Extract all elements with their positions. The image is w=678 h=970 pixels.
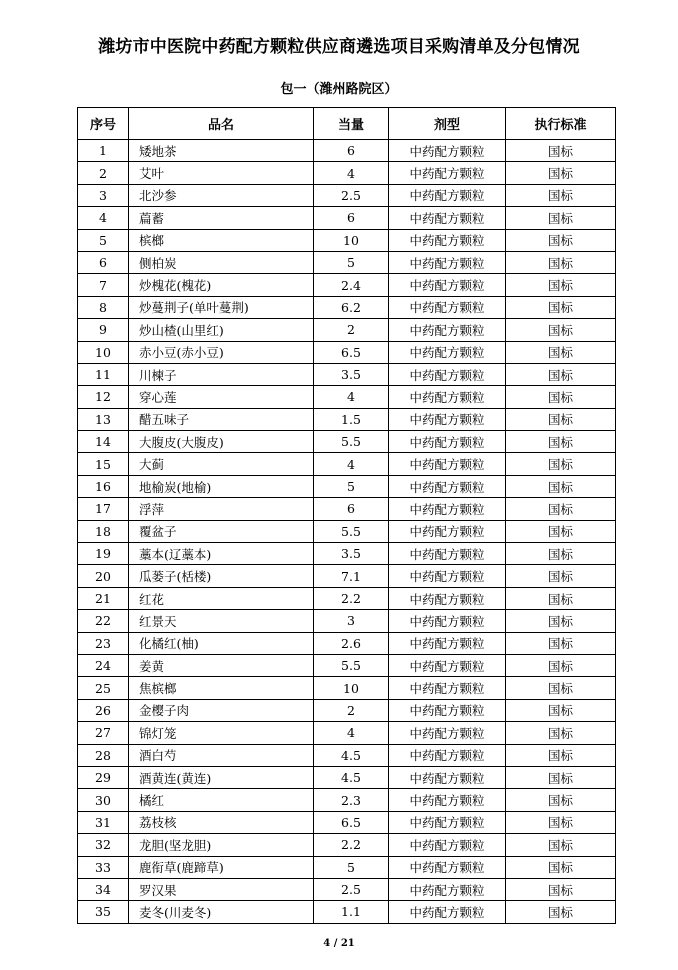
row-form-cell: 中药配方颗粒 [389,475,506,497]
row-equivalent-cell: 6 [314,140,389,162]
row-name-cell: 炒蔓荆子(单叶蔓荆) [129,296,314,318]
row-standard-cell: 国标 [506,811,616,833]
row-index-cell: 14 [78,431,129,453]
table-row [78,632,616,654]
row-standard-cell: 国标 [506,766,616,788]
row-name-cell: 红花 [129,587,314,609]
table-row [78,140,616,162]
header-index: 序号 [78,108,129,140]
header-form: 剂型 [389,108,506,140]
row-standard-cell: 国标 [506,520,616,542]
row-index-cell: 23 [78,632,129,654]
row-index-cell: 20 [78,565,129,587]
row-name-cell: 侧柏炭 [129,251,314,273]
row-index-cell: 6 [78,251,129,273]
row-index-cell: 35 [78,901,129,923]
row-standard-cell: 国标 [506,162,616,184]
row-name-cell: 萹蓄 [129,207,314,229]
row-standard-cell: 国标 [506,184,616,206]
row-index-cell: 24 [78,654,129,676]
row-equivalent-cell: 1.5 [314,408,389,430]
row-equivalent-cell: 2.5 [314,878,389,900]
row-form-cell: 中药配方颗粒 [389,319,506,341]
table-row [78,722,616,744]
row-equivalent-cell: 6 [314,498,389,520]
document-title: 潍坊市中医院中药配方颗粒供应商遴选项目采购清单及分包情况 [98,37,580,57]
table-row [78,901,616,923]
row-equivalent-cell: 3.5 [314,543,389,565]
row-name-cell: 化橘红(柚) [129,632,314,654]
row-equivalent-cell: 5 [314,856,389,878]
row-equivalent-cell: 6.5 [314,341,389,363]
row-standard-cell: 国标 [506,363,616,385]
row-form-cell: 中药配方颗粒 [389,453,506,475]
row-standard-cell: 国标 [506,789,616,811]
row-form-cell: 中药配方颗粒 [389,341,506,363]
table-row [78,878,616,900]
table-row [78,453,616,475]
table-row [78,744,616,766]
row-equivalent-cell: 6.5 [314,811,389,833]
row-form-cell: 中药配方颗粒 [389,162,506,184]
row-name-cell: 大蓟 [129,453,314,475]
row-name-cell: 艾叶 [129,162,314,184]
row-equivalent-cell: 6 [314,207,389,229]
row-standard-cell: 国标 [506,431,616,453]
row-standard-cell: 国标 [506,341,616,363]
row-equivalent-cell: 6.2 [314,296,389,318]
header-equivalent: 当量 [314,108,389,140]
table-row [78,856,616,878]
row-index-cell: 19 [78,543,129,565]
row-name-cell: 大腹皮(大腹皮) [129,431,314,453]
table-row [78,386,616,408]
table-row [78,251,616,273]
row-index-cell: 28 [78,744,129,766]
row-index-cell: 13 [78,408,129,430]
row-name-cell: 酒白芍 [129,744,314,766]
row-name-cell: 槟榔 [129,229,314,251]
row-standard-cell: 国标 [506,274,616,296]
row-form-cell: 中药配方颗粒 [389,498,506,520]
row-standard-cell: 国标 [506,632,616,654]
table-row [78,654,616,676]
row-standard-cell: 国标 [506,229,616,251]
row-form-cell: 中药配方颗粒 [389,207,506,229]
row-standard-cell: 国标 [506,251,616,273]
row-standard-cell: 国标 [506,901,616,923]
table-row [78,789,616,811]
header-standard: 执行标准 [506,108,616,140]
table-row [78,587,616,609]
table-body [78,140,616,924]
row-form-cell: 中药配方颗粒 [389,677,506,699]
row-equivalent-cell: 2.2 [314,587,389,609]
row-standard-cell: 国标 [506,677,616,699]
row-equivalent-cell: 5.5 [314,431,389,453]
row-equivalent-cell: 4 [314,386,389,408]
row-name-cell: 荔枝核 [129,811,314,833]
row-equivalent-cell: 4.5 [314,744,389,766]
row-equivalent-cell: 3.5 [314,363,389,385]
row-equivalent-cell: 5.5 [314,654,389,676]
row-standard-cell: 国标 [506,654,616,676]
table-row [78,319,616,341]
row-standard-cell: 国标 [506,408,616,430]
row-index-cell: 15 [78,453,129,475]
row-form-cell: 中药配方颗粒 [389,856,506,878]
row-equivalent-cell: 1.1 [314,901,389,923]
row-standard-cell: 国标 [506,856,616,878]
row-name-cell: 瓜蒌子(栝楼) [129,565,314,587]
row-name-cell: 矮地茶 [129,140,314,162]
row-equivalent-cell: 2 [314,319,389,341]
row-name-cell: 赤小豆(赤小豆) [129,341,314,363]
row-index-cell: 2 [78,162,129,184]
row-standard-cell: 国标 [506,453,616,475]
row-equivalent-cell: 4 [314,453,389,475]
row-name-cell: 罗汉果 [129,878,314,900]
row-form-cell: 中药配方颗粒 [389,766,506,788]
row-form-cell: 中药配方颗粒 [389,386,506,408]
table-row [78,543,616,565]
row-equivalent-cell: 2.2 [314,834,389,856]
row-index-cell: 30 [78,789,129,811]
row-index-cell: 12 [78,386,129,408]
row-index-cell: 21 [78,587,129,609]
table-row [78,565,616,587]
row-name-cell: 鹿衔草(鹿蹄草) [129,856,314,878]
row-index-cell: 17 [78,498,129,520]
row-index-cell: 1 [78,140,129,162]
row-form-cell: 中药配方颗粒 [389,654,506,676]
row-standard-cell: 国标 [506,498,616,520]
row-equivalent-cell: 4.5 [314,766,389,788]
row-equivalent-cell: 2.6 [314,632,389,654]
row-name-cell: 橘红 [129,789,314,811]
row-form-cell: 中药配方颗粒 [389,408,506,430]
row-form-cell: 中药配方颗粒 [389,520,506,542]
row-name-cell: 炒槐花(槐花) [129,274,314,296]
row-index-cell: 4 [78,207,129,229]
row-index-cell: 3 [78,184,129,206]
row-index-cell: 27 [78,722,129,744]
row-form-cell: 中药配方颗粒 [389,789,506,811]
row-index-cell: 26 [78,699,129,721]
row-standard-cell: 国标 [506,296,616,318]
row-standard-cell: 国标 [506,722,616,744]
table-row [78,296,616,318]
row-standard-cell: 国标 [506,878,616,900]
row-equivalent-cell: 4 [314,722,389,744]
row-form-cell: 中药配方颗粒 [389,699,506,721]
row-form-cell: 中药配方颗粒 [389,587,506,609]
row-form-cell: 中药配方颗粒 [389,610,506,632]
row-name-cell: 龙胆(坚龙胆) [129,834,314,856]
row-form-cell: 中药配方颗粒 [389,901,506,923]
row-name-cell: 麦冬(川麦冬) [129,901,314,923]
row-standard-cell: 国标 [506,744,616,766]
row-form-cell: 中药配方颗粒 [389,184,506,206]
table-row [78,610,616,632]
row-name-cell: 锦灯笼 [129,722,314,744]
row-name-cell: 北沙参 [129,184,314,206]
row-form-cell: 中药配方颗粒 [389,811,506,833]
row-index-cell: 22 [78,610,129,632]
table-row [78,408,616,430]
row-equivalent-cell: 2.3 [314,789,389,811]
row-index-cell: 33 [78,856,129,878]
row-name-cell: 醋五味子 [129,408,314,430]
row-index-cell: 34 [78,878,129,900]
row-equivalent-cell: 2.4 [314,274,389,296]
row-equivalent-cell: 2 [314,699,389,721]
row-standard-cell: 国标 [506,475,616,497]
row-form-cell: 中药配方颗粒 [389,296,506,318]
table-row [78,766,616,788]
row-name-cell: 焦槟榔 [129,677,314,699]
row-form-cell: 中药配方颗粒 [389,722,506,744]
row-index-cell: 5 [78,229,129,251]
row-index-cell: 16 [78,475,129,497]
row-equivalent-cell: 2.5 [314,184,389,206]
row-form-cell: 中药配方颗粒 [389,363,506,385]
row-name-cell: 穿心莲 [129,386,314,408]
row-equivalent-cell: 10 [314,677,389,699]
row-standard-cell: 国标 [506,699,616,721]
row-name-cell: 炒山楂(山里红) [129,319,314,341]
row-name-cell: 藁本(辽藁本) [129,543,314,565]
row-index-cell: 31 [78,811,129,833]
table-row [78,520,616,542]
procurement-table [77,107,616,924]
row-index-cell: 9 [78,319,129,341]
row-form-cell: 中药配方颗粒 [389,140,506,162]
row-name-cell: 川楝子 [129,363,314,385]
table-row [78,162,616,184]
table-header-row [78,108,616,140]
package-subtitle: 包一（潍州路院区） [280,82,398,97]
row-name-cell: 姜黄 [129,654,314,676]
row-index-cell: 18 [78,520,129,542]
row-name-cell: 覆盆子 [129,520,314,542]
table-row [78,341,616,363]
row-index-cell: 7 [78,274,129,296]
row-index-cell: 11 [78,363,129,385]
row-equivalent-cell: 7.1 [314,565,389,587]
row-standard-cell: 国标 [506,140,616,162]
header-name: 品名 [129,108,314,140]
row-equivalent-cell: 10 [314,229,389,251]
row-standard-cell: 国标 [506,207,616,229]
table-row [78,677,616,699]
row-form-cell: 中药配方颗粒 [389,229,506,251]
row-name-cell: 地榆炭(地榆) [129,475,314,497]
row-equivalent-cell: 5 [314,475,389,497]
table-row [78,184,616,206]
row-form-cell: 中药配方颗粒 [389,632,506,654]
row-form-cell: 中药配方颗粒 [389,251,506,273]
page-indicator: 4 / 21 [323,938,355,949]
table-row [78,274,616,296]
row-form-cell: 中药配方颗粒 [389,744,506,766]
row-name-cell: 红景天 [129,610,314,632]
row-standard-cell: 国标 [506,587,616,609]
table-row [78,498,616,520]
row-equivalent-cell: 5 [314,251,389,273]
row-form-cell: 中药配方颗粒 [389,431,506,453]
row-standard-cell: 国标 [506,565,616,587]
table-row [78,811,616,833]
row-index-cell: 29 [78,766,129,788]
table-row [78,229,616,251]
row-name-cell: 金樱子肉 [129,699,314,721]
table-row [78,431,616,453]
row-equivalent-cell: 4 [314,162,389,184]
row-standard-cell: 国标 [506,543,616,565]
row-index-cell: 32 [78,834,129,856]
row-standard-cell: 国标 [506,319,616,341]
row-index-cell: 10 [78,341,129,363]
row-name-cell: 浮萍 [129,498,314,520]
row-name-cell: 酒黄连(黄连) [129,766,314,788]
row-index-cell: 8 [78,296,129,318]
row-form-cell: 中药配方颗粒 [389,543,506,565]
table-row [78,363,616,385]
table-row [78,834,616,856]
table-row [78,207,616,229]
table-row [78,475,616,497]
row-index-cell: 25 [78,677,129,699]
row-equivalent-cell: 5.5 [314,520,389,542]
row-form-cell: 中药配方颗粒 [389,565,506,587]
row-form-cell: 中药配方颗粒 [389,878,506,900]
row-form-cell: 中药配方颗粒 [389,274,506,296]
row-standard-cell: 国标 [506,834,616,856]
table-row [78,699,616,721]
row-form-cell: 中药配方颗粒 [389,834,506,856]
row-standard-cell: 国标 [506,610,616,632]
row-equivalent-cell: 3 [314,610,389,632]
row-standard-cell: 国标 [506,386,616,408]
